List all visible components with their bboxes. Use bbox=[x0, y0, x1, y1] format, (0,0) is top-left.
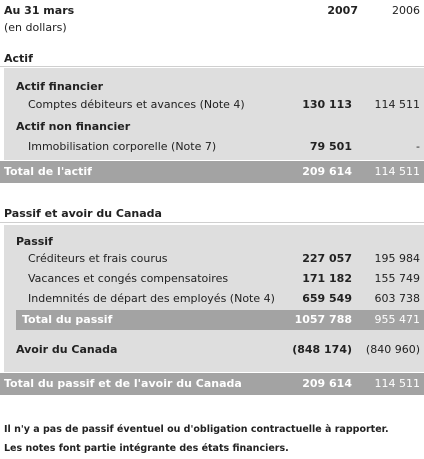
total-passif-2006: 955 471 bbox=[374, 313, 420, 326]
total-actif-bar bbox=[0, 161, 424, 183]
table-row bbox=[0, 272, 424, 288]
total-actif-label: Total de l'actif bbox=[4, 165, 92, 178]
units-label: (en dollars) bbox=[4, 21, 67, 34]
value-2006: 155 749 bbox=[374, 272, 420, 285]
total-passif-avoir-label: Total du passif et de l'avoir du Canada bbox=[4, 377, 242, 390]
divider bbox=[0, 66, 424, 67]
avoir-label: Avoir du Canada bbox=[16, 343, 118, 356]
table-row bbox=[0, 292, 424, 308]
passif-avoir-heading: Passif et avoir du Canada bbox=[4, 207, 162, 220]
value-2007: 227 057 bbox=[302, 252, 352, 265]
value-2006: - bbox=[416, 140, 420, 153]
col-2007-header: 2007 bbox=[327, 4, 358, 17]
total-passif-bar bbox=[16, 310, 424, 330]
actif-financier-title: Actif financier bbox=[16, 80, 104, 93]
row-label: Immobilisation corporelle (Note 7) bbox=[28, 140, 217, 153]
actif-financier-row bbox=[0, 80, 424, 96]
total-actif-2006: 114 511 bbox=[374, 165, 420, 178]
footnote: Les notes font partie intégrante des états financiers. bbox=[4, 443, 289, 454]
table-row bbox=[0, 140, 424, 156]
value-2006: 195 984 bbox=[374, 252, 420, 265]
avoir-2006: (840 960) bbox=[365, 343, 420, 356]
row-label: Vacances et congés compensatoires bbox=[28, 272, 229, 285]
value-2007: 171 182 bbox=[302, 272, 352, 285]
row-label: Comptes débiteurs et avances (Note 4) bbox=[28, 98, 245, 111]
actif-non-financier-row bbox=[0, 120, 424, 136]
value-2007: 659 549 bbox=[302, 292, 352, 305]
value-2006: 603 738 bbox=[374, 292, 420, 305]
value-2006: 114 511 bbox=[374, 98, 420, 111]
total-actif-2007: 209 614 bbox=[302, 165, 352, 178]
value-2007: 130 113 bbox=[302, 98, 352, 111]
avoir-2007: (848 174) bbox=[292, 343, 352, 356]
col-2006-header: 2006 bbox=[392, 4, 420, 17]
passif-title-row bbox=[0, 235, 424, 251]
table-row bbox=[0, 252, 424, 268]
row-label: Créditeurs et frais courus bbox=[28, 252, 168, 265]
total-passif-avoir-bar bbox=[0, 373, 424, 395]
passif-title: Passif bbox=[16, 235, 53, 248]
divider bbox=[0, 222, 424, 223]
total-passif-label: Total du passif bbox=[22, 313, 113, 326]
table-row bbox=[0, 98, 424, 114]
passif-heading-row bbox=[0, 207, 424, 223]
total-passif-2007: 1057 788 bbox=[294, 313, 352, 326]
header-row bbox=[0, 4, 424, 20]
total-passif-avoir-2006: 114 511 bbox=[374, 377, 420, 390]
date-label: Au 31 mars bbox=[4, 4, 75, 17]
footnote: Il n'y a pas de passif éventuel ou d'obligation contractuelle à rapporter. bbox=[4, 424, 389, 435]
value-2007: 79 501 bbox=[309, 140, 352, 153]
actif-non-financier-title: Actif non financier bbox=[16, 120, 131, 133]
total-passif-avoir-2007: 209 614 bbox=[302, 377, 352, 390]
units-row bbox=[0, 21, 424, 35]
row-label: Indemnités de départ des employés (Note 4) bbox=[28, 292, 275, 305]
avoir-row bbox=[0, 343, 424, 359]
actif-heading: Actif bbox=[4, 52, 33, 65]
